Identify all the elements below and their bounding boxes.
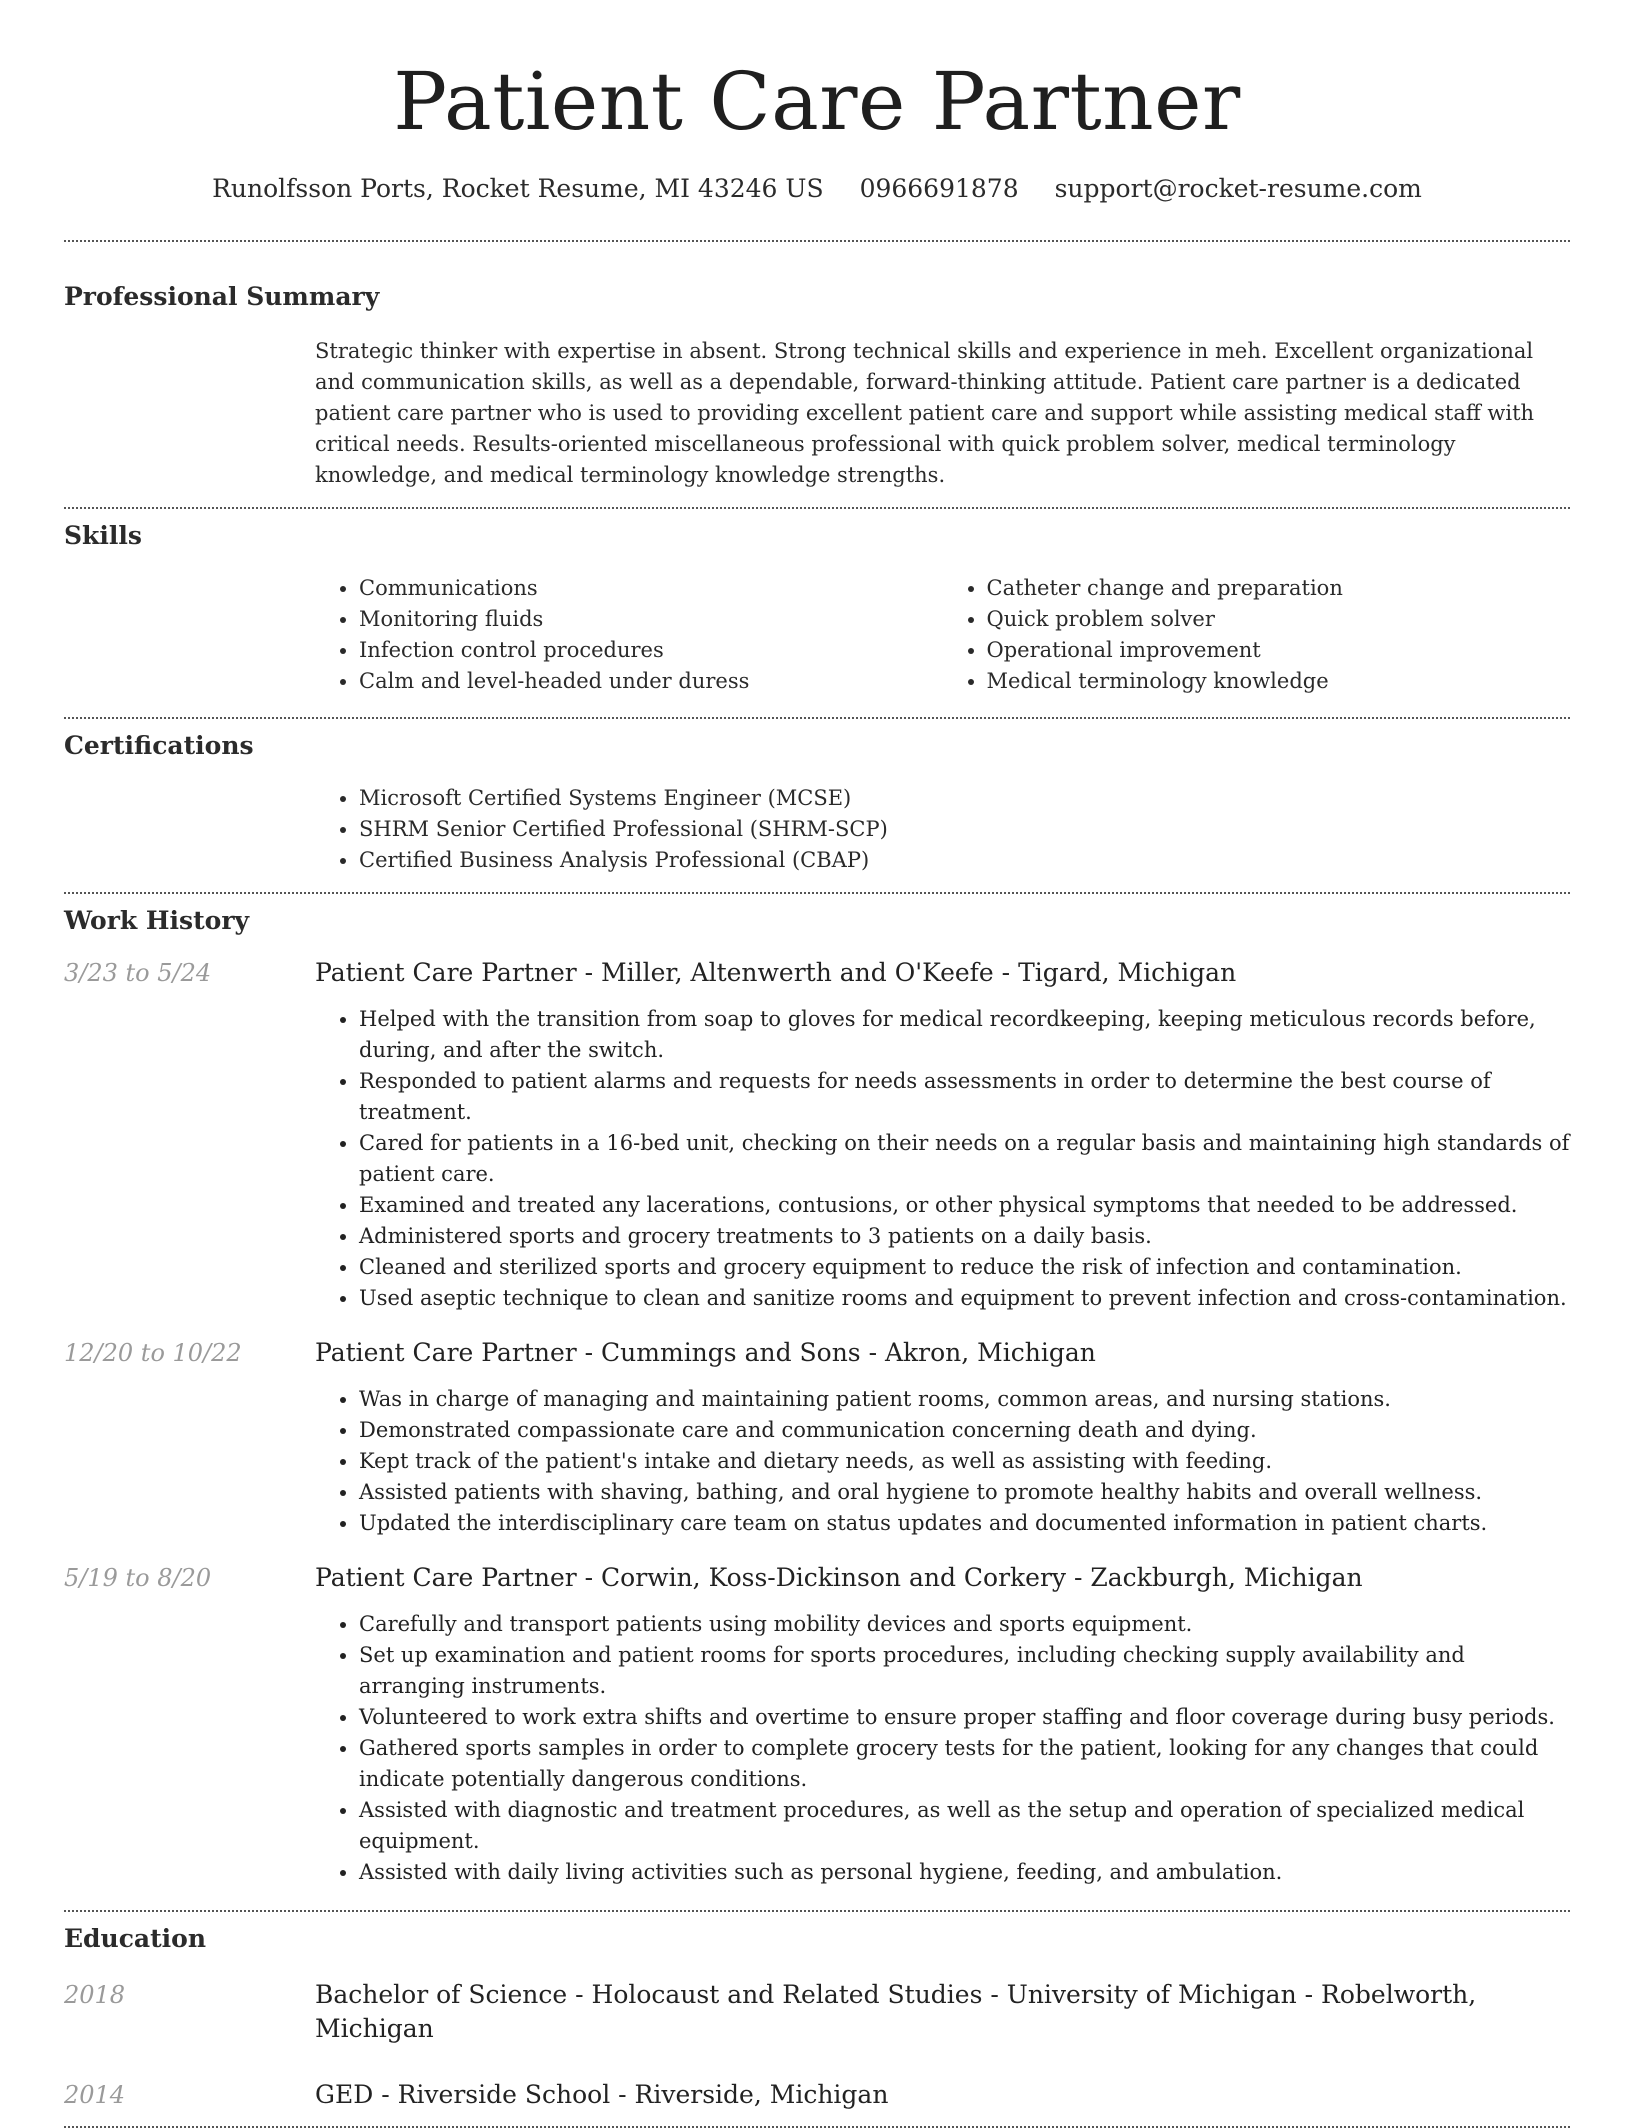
job-heading: Patient Care Partner - Miller, Altenwerth and O'Keefe - Tigard, Michigan [315, 958, 1237, 987]
skills-list-right [943, 573, 1571, 697]
education-text: GED - Riverside School - Riverside, Michigan [315, 2080, 889, 2109]
job-bullet: • Was in charge of managing and maintaining patient rooms, common areas, and nursing stations. [359, 1384, 1570, 1415]
contact-address: Runolfsson Ports, Rocket Resume, MI 43246 US [212, 174, 824, 203]
skill-item: • Catheter change and preparation [987, 573, 1571, 604]
section-title-skills: Skills [64, 521, 142, 550]
job-bullet: • Set up examination and patient rooms for sports procedures, including checking supply availability and arranging instruments. [359, 1640, 1570, 1702]
resume-title: Patient Care Partner [393, 55, 1241, 148]
job-bullet: • Used aseptic technique to clean and sanitize rooms and equipment to prevent infection and cross-contamination. [359, 1283, 1570, 1314]
education-section [64, 1912, 1570, 2128]
job-bullet: • Demonstrated compassionate care and communication concerning death and dying. [359, 1415, 1570, 1446]
skill-item: • Quick problem solver [987, 604, 1571, 635]
skill-item: • Communications [359, 573, 943, 604]
certifications-list [315, 783, 1570, 876]
job-bullet: • Assisted patients with shaving, bathing, and oral hygiene to promote healthy habits and overall wellness. [359, 1477, 1570, 1508]
certification-item: • Microsoft Certified Systems Engineer (MCSE) [359, 783, 1570, 814]
job-entry [64, 1561, 1570, 1888]
job-entry [64, 956, 1570, 1314]
job-entry [64, 1336, 1570, 1539]
job-header [64, 956, 1570, 990]
contact-line [64, 172, 1570, 206]
certification-item: • SHRM Senior Certified Professional (SHRM-SCP) [359, 814, 1570, 845]
certifications-block [315, 783, 1570, 876]
job-dates: 3/23 to 5/24 [64, 959, 212, 987]
job-bullet: • Kept track of the patient's intake and dietary needs, as well as assisting with feeding. [359, 1446, 1570, 1477]
education-year: 2018 [64, 1981, 126, 2009]
job-dates: 5/19 to 8/20 [64, 1564, 212, 1592]
summary-section [64, 242, 1570, 491]
education-year: 2014 [64, 2081, 126, 2109]
job-bullets [315, 1004, 1570, 1314]
job-bullet: • Assisted with diagnostic and treatment procedures, as well as the setup and operation of specialized medical equipment. [359, 1795, 1570, 1857]
skill-item: • Medical terminology knowledge [987, 666, 1571, 697]
contact-email: support@rocket-resume.com [1054, 174, 1422, 203]
job-heading: Patient Care Partner - Cummings and Sons - Akron, Michigan [315, 1338, 1096, 1367]
skill-item: • Monitoring fluids [359, 604, 943, 635]
section-title-summary: Professional Summary [64, 282, 380, 311]
job-dates: 12/20 to 10/22 [64, 1339, 242, 1367]
contact-phone: 0966691878 [859, 174, 1019, 203]
section-title-work-history: Work History [64, 906, 250, 935]
education-entry [64, 2078, 1570, 2112]
education-entry [64, 1978, 1570, 2046]
skills-grid [315, 573, 1570, 697]
job-heading: Patient Care Partner - Corwin, Koss-Dickinson and Corkery - Zackburgh, Michigan [315, 1563, 1363, 1592]
work-history-section [64, 894, 1570, 1888]
job-header [64, 1336, 1570, 1370]
job-bullet: • Carefully and transport patients using mobility devices and sports equipment. [359, 1609, 1570, 1640]
skill-item: • Operational improvement [987, 635, 1571, 666]
job-bullet: • Responded to patient alarms and requests for needs assessments in order to determine the best course of treatment. [359, 1066, 1570, 1128]
job-bullet: • Gathered sports samples in order to complete grocery tests for the patient, looking for any changes that could indicate potentially dangerous conditions. [359, 1733, 1570, 1795]
resume-page [64, 0, 1570, 2128]
job-bullets [315, 1384, 1570, 1539]
skills-section [64, 509, 1570, 697]
skill-item: • Infection control procedures [359, 635, 943, 666]
job-bullet: • Volunteered to work extra shifts and overtime to ensure proper staffing and floor coverage during busy periods. [359, 1702, 1570, 1733]
skills-list-left [315, 573, 943, 697]
certification-item: • Certified Business Analysis Professional (CBAP) [359, 845, 1570, 876]
job-header [64, 1561, 1570, 1595]
section-title-education: Education [64, 1924, 207, 1953]
certifications-section [64, 719, 1570, 876]
summary-text: Strategic thinker with expertise in absent. Strong technical skills and experience in meh. Excellent organizational and communication skills, as well as a dependable, forward-thinking attitude. Patient care partner is a dedicated patient care partner who is used to providing excellent patient care and support while assisting medical staff with critical needs. Results-oriented miscellaneous professional with quick problem solver, medical terminology knowledge, and medical terminology knowledge strengths. [315, 339, 1535, 487]
job-bullet: • Cleaned and sterilized sports and grocery equipment to reduce the risk of infection and contamination. [359, 1252, 1570, 1283]
job-bullet: • Helped with the transition from soap to gloves for medical recordkeeping, keeping meticulous records before, during, and after the switch. [359, 1004, 1570, 1066]
section-title-certifications: Certifications [64, 731, 254, 760]
job-bullet: • Examined and treated any lacerations, contusions, or other physical symptoms that needed to be addressed. [359, 1190, 1570, 1221]
education-text: Bachelor of Science - Holocaust and Related Studies - University of Michigan - Robelworth, Michigan [315, 1980, 1477, 2043]
job-bullet: • Assisted with daily living activities such as personal hygiene, feeding, and ambulation. [359, 1857, 1570, 1888]
job-bullet: • Updated the interdisciplinary care team on status updates and documented information in patient charts. [359, 1508, 1570, 1539]
job-bullet: • Administered sports and grocery treatments to 3 patients on a daily basis. [359, 1221, 1570, 1252]
job-bullet: • Cared for patients in a 16-bed unit, checking on their needs on a regular basis and maintaining high standards of patient care. [359, 1128, 1570, 1190]
job-bullets [315, 1609, 1570, 1888]
skill-item: • Calm and level-headed under duress [359, 666, 943, 697]
